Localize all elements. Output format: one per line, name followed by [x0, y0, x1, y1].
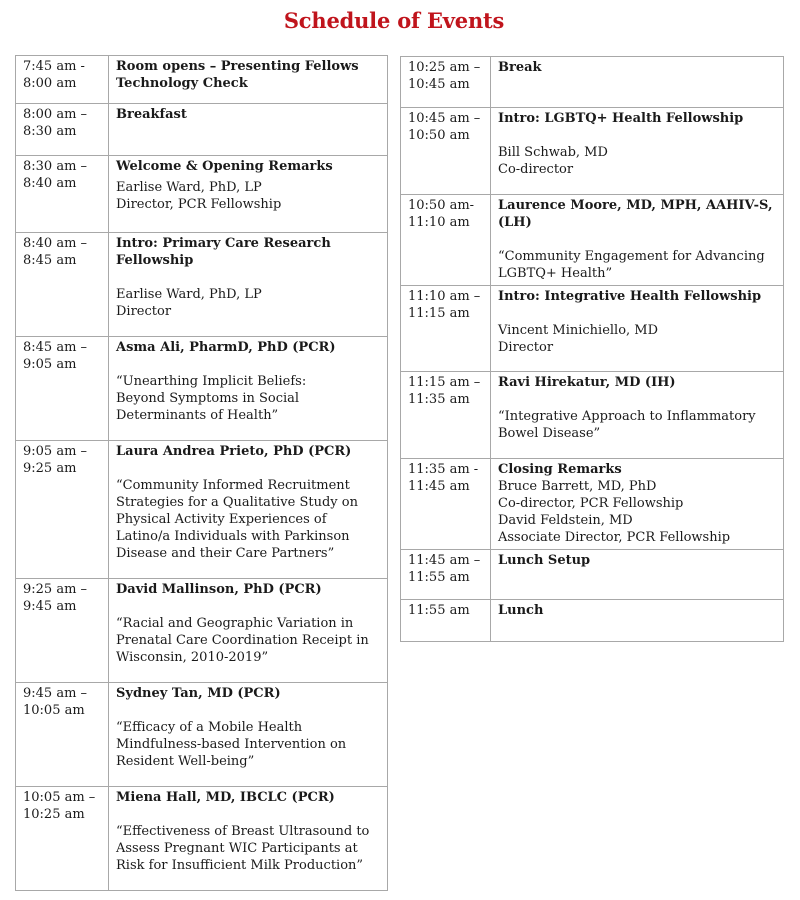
- event-cell: [109, 787, 388, 891]
- event-detail: Director: [116, 304, 172, 319]
- time-start: 8:30 am –: [23, 159, 88, 174]
- event-cell: [491, 57, 784, 108]
- event-detail: Beyond Symptoms in Social Determinants of Health”: [116, 391, 300, 423]
- schedule-row: [16, 683, 388, 787]
- event-detail: Vincent Minichiello, MD: [498, 323, 659, 338]
- event-cell: [109, 441, 388, 579]
- event-detail: Earlise Ward, PhD, LP: [116, 180, 262, 195]
- schedule-row: [401, 286, 784, 372]
- time-end: 11:10 am: [408, 215, 470, 230]
- time-start: 8:40 am –: [23, 236, 88, 251]
- event-heading: Laurence Moore, MD, MPH, AAHIV-S, (LH): [498, 198, 773, 230]
- event-heading: Intro: Primary Care Research Fellowship: [116, 236, 331, 268]
- page-title: Schedule of Events: [283, 8, 505, 33]
- event-heading: Intro: Integrative Health Fellowship: [498, 289, 762, 304]
- time-start: 9:25 am –: [23, 582, 88, 597]
- time-end: 8:40 am: [23, 176, 77, 191]
- time-end: 8:30 am: [23, 124, 77, 139]
- event-heading: Ravi Hirekatur, MD (IH): [498, 375, 676, 390]
- event-heading: Miena Hall, MD, IBCLC (PCR): [116, 790, 335, 805]
- time-end: 11:55 am: [408, 570, 470, 585]
- time-end: 9:25 am: [23, 461, 77, 476]
- event-heading: Lunch: [498, 603, 544, 618]
- time-end: 11:45 am: [408, 479, 470, 494]
- time-cell: [401, 286, 491, 372]
- time-end: 10:45 am: [408, 77, 470, 92]
- time-start: 9:05 am –: [23, 444, 88, 459]
- time-cell: [16, 787, 109, 891]
- time-start: 8:45 am –: [23, 340, 88, 355]
- schedule-row: [16, 787, 388, 891]
- time-cell: [16, 441, 109, 579]
- time-cell: [401, 550, 491, 600]
- schedule-row: [401, 372, 784, 459]
- schedule-row: [401, 459, 784, 550]
- schedule-row: [401, 195, 784, 286]
- time-start: 11:35 am -: [408, 462, 479, 477]
- event-detail: “Racial and Geographic Variation in Prenatal Care Coordination Receipt in Wisconsin, 2010-2019”: [116, 616, 369, 665]
- schedule-row: [16, 56, 388, 104]
- time-start: 10:25 am –: [408, 60, 481, 75]
- event-detail: Co-director, PCR Fellowship: [498, 496, 684, 511]
- time-end: 10:50 am: [408, 128, 470, 143]
- event-detail: Co-director: [498, 162, 574, 177]
- time-start: 10:05 am –: [23, 790, 96, 805]
- schedule-row: [16, 156, 388, 233]
- time-cell: [401, 195, 491, 286]
- event-cell: [491, 372, 784, 459]
- schedule-row: [16, 579, 388, 683]
- event-heading: Welcome & Opening Remarks: [116, 159, 333, 174]
- event-heading: Laura Andrea Prieto, PhD (PCR): [116, 444, 352, 459]
- event-cell: [491, 108, 784, 195]
- event-heading: Room opens – Presenting Fellows Technology Check: [116, 59, 359, 91]
- event-detail: Bruce Barrett, MD, PhD: [498, 479, 657, 494]
- event-heading: Sydney Tan, MD (PCR): [116, 686, 281, 701]
- time-cell: [401, 372, 491, 459]
- time-cell: [16, 683, 109, 787]
- time-start: 8:00 am –: [23, 107, 88, 122]
- event-heading: Intro: LGBTQ+ Health Fellowship: [498, 111, 744, 126]
- event-detail: Earlise Ward, PhD, LP: [116, 287, 262, 302]
- event-cell: [109, 337, 388, 441]
- event-cell: [491, 550, 784, 600]
- event-cell: [109, 579, 388, 683]
- time-start: 11:55 am: [408, 603, 470, 618]
- time-start: 10:50 am-: [408, 198, 475, 213]
- time-cell: [16, 56, 109, 104]
- time-cell: [16, 579, 109, 683]
- event-heading: Asma Ali, PharmD, PhD (PCR): [116, 340, 336, 355]
- event-detail: Director: [498, 340, 554, 355]
- event-detail: David Feldstein, MD: [498, 513, 633, 528]
- time-cell: [401, 108, 491, 195]
- event-detail: “Unearthing Implicit Beliefs:: [116, 374, 307, 389]
- event-detail: “Effectiveness of Breast Ultrasound to Assess Pregnant WIC Participants at Risk for Insufficient Milk Production”: [116, 824, 370, 873]
- event-cell: [109, 104, 388, 156]
- event-heading: Closing Remarks: [498, 462, 622, 477]
- event-heading: David Mallinson, PhD (PCR): [116, 582, 322, 597]
- time-cell: [16, 104, 109, 156]
- time-start: 9:45 am –: [23, 686, 88, 701]
- event-cell: [491, 195, 784, 286]
- event-cell: [109, 683, 388, 787]
- time-end: 8:00 am: [23, 76, 77, 91]
- time-end: 9:05 am: [23, 357, 77, 372]
- time-end: 10:25 am: [23, 807, 85, 822]
- time-end: 8:45 am: [23, 253, 77, 268]
- event-detail: Associate Director, PCR Fellowship: [498, 530, 731, 545]
- schedule-row: [16, 441, 388, 579]
- schedule-row: [401, 600, 784, 642]
- time-cell: [16, 337, 109, 441]
- schedule-row: [16, 337, 388, 441]
- event-detail: “Community Informed Recruitment Strategies for a Qualitative Study on Physical Activity Experiences of Latino/a Individuals with Parkinson Disease and their Care Partners”: [116, 478, 358, 561]
- time-start: 10:45 am –: [408, 111, 481, 126]
- time-start: 7:45 am -: [23, 59, 85, 74]
- time-cell: [401, 57, 491, 108]
- event-detail: “Integrative Approach to Inflammatory Bowel Disease”: [498, 409, 756, 441]
- event-heading: Breakfast: [116, 107, 187, 122]
- time-cell: [401, 600, 491, 642]
- time-end: 10:05 am: [23, 703, 85, 718]
- time-cell: [16, 233, 109, 337]
- event-heading: Lunch Setup: [498, 553, 591, 568]
- event-cell: [109, 56, 388, 104]
- time-start: 11:15 am –: [408, 375, 481, 390]
- schedule-row: [16, 233, 388, 337]
- event-detail: Director, PCR Fellowship: [116, 197, 282, 212]
- time-end: 11:15 am: [408, 306, 470, 321]
- schedule-row: [401, 550, 784, 600]
- event-cell: [491, 600, 784, 642]
- event-cell: [491, 286, 784, 372]
- time-start: 11:10 am –: [408, 289, 481, 304]
- event-cell: [491, 459, 784, 550]
- event-heading: Break: [498, 60, 542, 75]
- event-detail: “Community Engagement for Advancing LGBTQ+ Health”: [498, 249, 765, 281]
- time-end: 11:35 am: [408, 392, 470, 407]
- event-detail: “Efficacy of a Mobile Health Mindfulness-based Intervention on Resident Well-being”: [116, 720, 347, 769]
- event-cell: [109, 233, 388, 337]
- time-cell: [16, 156, 109, 233]
- schedule-row: [16, 104, 388, 156]
- schedule-row: [401, 108, 784, 195]
- time-cell: [401, 459, 491, 550]
- time-end: 9:45 am: [23, 599, 77, 614]
- event-detail: Bill Schwab, MD: [498, 145, 608, 160]
- schedule-table-right: [400, 56, 784, 642]
- schedule-table-left: [15, 55, 388, 891]
- schedule-row: [401, 57, 784, 108]
- time-start: 11:45 am –: [408, 553, 481, 568]
- event-cell: [109, 156, 388, 233]
